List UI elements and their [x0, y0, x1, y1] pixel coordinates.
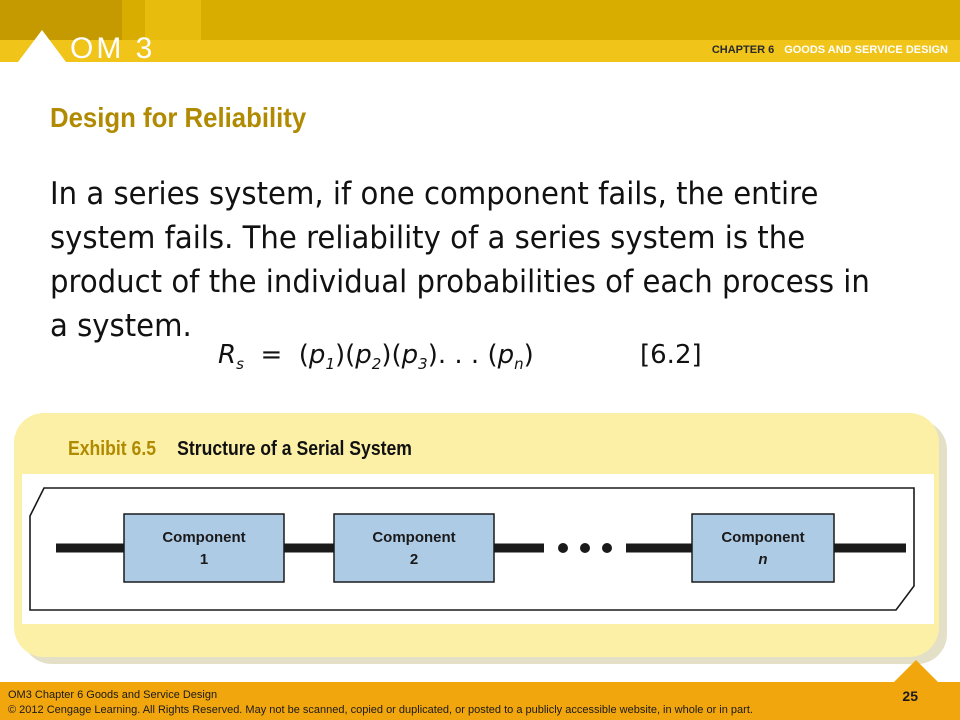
chapter-number: CHAPTER 6: [711, 44, 775, 56]
exhibit-caption: Structure of a Serial System: [177, 438, 412, 460]
component-box: [334, 514, 494, 582]
ellipsis-dot: [558, 543, 568, 553]
serial-system-diagram: [22, 474, 934, 624]
formula-r: R: [218, 340, 237, 370]
footer-course: OM3 Chapter 6 Goods and Service Design: [8, 689, 218, 701]
component-index: n: [758, 551, 768, 568]
formula-sub: n: [514, 355, 524, 374]
component-index: 2: [409, 551, 419, 568]
component-box: [692, 514, 834, 582]
slide-title: Design for Reliability: [50, 102, 307, 133]
logo-triangle-icon: [18, 30, 66, 62]
logo-text: OM 3: [70, 32, 156, 65]
formula-p: p: [401, 340, 419, 370]
component-label: Component: [162, 529, 246, 546]
chapter-heading: [712, 44, 948, 56]
formula-equals: =: [260, 340, 283, 370]
component-label: Component: [721, 529, 805, 546]
footer-copyright: © 2012 Cengage Learning. All Rights Reserved. May not be scanned, copied or duplicated, or posted to a publicly accessible website, in whole or in part.: [8, 704, 753, 716]
exhibit-label: [68, 438, 412, 461]
formula-p: p: [355, 340, 372, 370]
body-paragraph: In a series system, if one component fails, the entire system fails. The reliability of a series system is the product of the individual probabilities of each process in a system.: [50, 176, 870, 344]
page-number: 25: [902, 688, 918, 704]
formula-sub: 2: [371, 355, 382, 374]
ellipsis-dot: [580, 543, 590, 553]
formula-p: p: [497, 340, 515, 370]
component-box: [124, 514, 284, 582]
component-label: Component: [372, 529, 456, 546]
reliability-formula: $R_s = (p_1)(p_2)(p_3)$. . . $(p_n)$: [218, 340, 534, 374]
formula-p: p: [308, 340, 326, 370]
component-index: 1: [199, 551, 209, 568]
footer-tab: [892, 660, 940, 684]
formula-sub: 3: [418, 355, 428, 374]
chapter-title: GOODS AND SERVICE DESIGN: [784, 44, 948, 56]
ellipsis-dot: [602, 543, 612, 553]
formula-sub: 1: [325, 355, 335, 374]
equation-number: [6.2]: [640, 340, 702, 370]
exhibit-number: Exhibit 6.5: [68, 438, 157, 460]
formula-r-sub: s: [236, 355, 244, 374]
formula-ellipsis: . . .: [437, 340, 480, 370]
serial-system-svg: [22, 474, 934, 624]
